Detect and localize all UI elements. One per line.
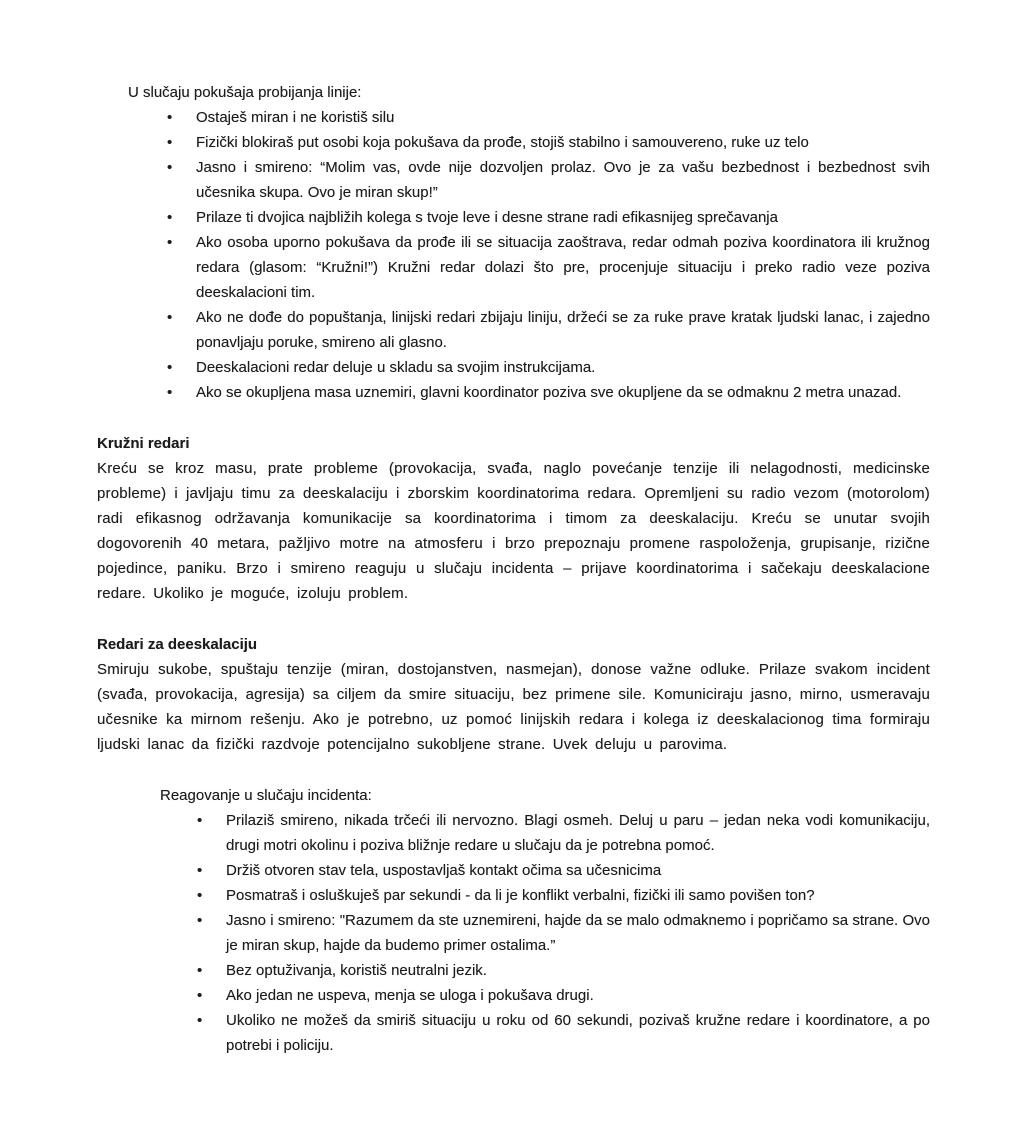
list-item: • Ako se okupljena masa uznemiri, glavni koordinator poziva sve okupljene da se odmaknu 2 metra unazad. [97,380,930,405]
bullet-list-line-breach [97,105,930,405]
list-item: • Ako osoba uporno pokušava da prođe ili se situacija zaoštrava, redar odmah poziva koordinatora ili kružnog redara (glasom: “Kružni!”) Kružni redar dolazi što pre, procenjuje situaciju i preko radio veze poziva deeskalacioni tim. [97,230,930,305]
list-item: • Bez optuživanja, koristiš neutralni jezik. [97,958,930,983]
list-item: • Posmatraš i osluškuješ par sekundi - da li je konflikt verbalni, fizički ili samo povišen ton? [97,883,930,908]
list-item: • Jasno i smireno: “Molim vas, ovde nije dozvoljen prolaz. Ovo je za vašu bezbednost i bezbednost svih učesnika skupa. Ovo je miran skup!” [97,155,930,205]
bullet-list-incident-response [97,808,930,1058]
section-heading-kruzni-redari: Kružni redari [97,435,190,452]
section-heading-redari-za-deeskalaciju: Redari za deeskalaciju [97,636,258,653]
paragraph-redari-za-deeskalaciju: Smiruju sukobe, spuštaju tenzije (miran, dostojanstven, nasmejan), donose važne odluke. Prilaze svakom incident (svađa, provokacija, agresija) sa ciljem da smire situaciju, bez primene sile. Komuniciraju jasno, mirno, usmeravaju učesnike ka mirnom rešenju. Ako je potrebno, uz pomoć linijskih redara i kolega iz deeskalacionog tima formiraju ljudski lanac da fizički razdvoje potencijalno sukobljene strane. Uvek deluju u parovima. [97,661,930,753]
list-item: • Prilaze ti dvojica najbližih kolega s tvoje leve i desne strane radi efikasnijeg sprečavanja [97,205,930,230]
list-item: • Ostaješ miran i ne koristiš silu [97,105,930,130]
list-item: • Ako ne dođe do popuštanja, linijski redari zbijaju liniju, držeći se za ruke prave kratak ljudski lanac, i zajedno ponavljaju poruke, smireno ali glasno. [97,305,930,355]
list-item: • Ako jedan ne uspeva, menja se uloga i pokušava drugi. [97,983,930,1008]
list-item: • Jasno i smireno: "Razumem da ste uznemireni, hajde da se malo odmaknemo i popričamo sa strane. Ovo je miran skup, hajde da budemo primer ostalima.” [97,908,930,958]
list-intro-line-breach: U slučaju pokušaja probijanja linije: [128,84,362,101]
list-item: • Ukoliko ne možeš da smiriš situaciju u roku od 60 sekundi, pozivaš kružne redare i koordinatore, a po potrebi i policiju. [97,1008,930,1058]
list-item: • Držiš otvoren stav tela, uspostavljaš kontakt očima sa učesnicima [97,858,930,883]
list-intro-incident-response: Reagovanje u slučaju incidenta: [160,787,372,804]
list-item: • Prilaziš smireno, nikada trčeći ili nervozno. Blagi osmeh. Deluj u paru – jedan neka vodi komunikaciju, drugi motri okolinu i poziva bližnje redare u slučaju da je potrebna pomoć. [97,808,930,858]
list-item: • Fizički blokiraš put osobi koja pokušava da prođe, stojiš stabilno i samouvereno, ruke uz telo [97,130,930,155]
paragraph-kruzni-redari: Kreću se kroz masu, prate probleme (provokacija, svađa, naglo povećanje tenzije ili nelagodnosti, medicinske probleme) i javljaju timu za deeskalaciju i zborskim koordinatorima redara. Opremljeni su radio vezom (motorolom) radi efikasnog održavanja komunikacije sa koordinatorima i timom za deeskalaciju. Kreću se unutar svojih dogovorenih 40 metara, pažljivo motre na atmosferu i brzo prepoznaju promene raspoloženja, grupisanje, rizične pojedince, paniku. Brzo i smireno reaguju u slučaju incidenta – prijave koordinatorima i sačekaju deeskalacione redare. Ukoliko je moguće, izoluju problem. [97,460,930,602]
list-item: • Deeskalacioni redar deluje u skladu sa svojim instrukcijama. [97,355,930,380]
